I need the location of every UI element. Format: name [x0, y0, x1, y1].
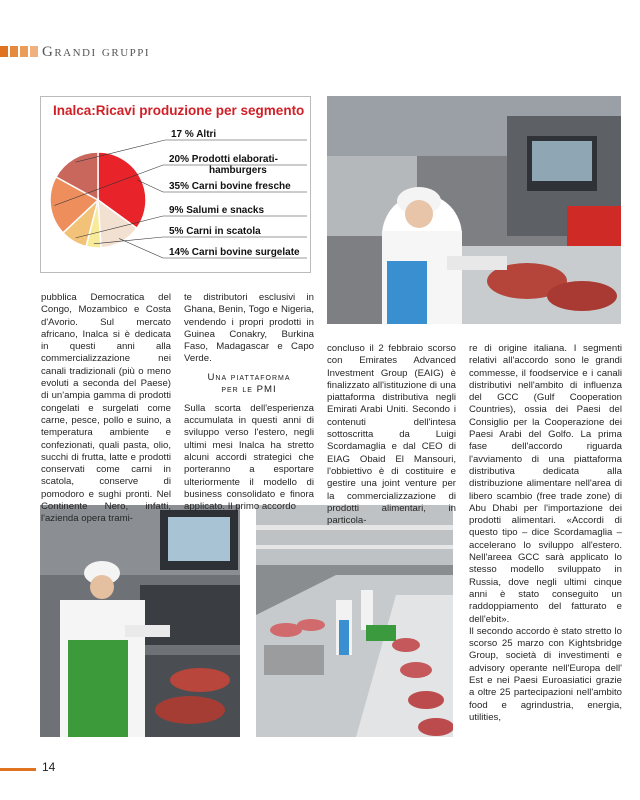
pie-chart-svg — [41, 97, 312, 274]
chart-title: Inalca:Ricavi produzione per segmento — [53, 103, 305, 118]
photo-worker-at-terminal — [40, 505, 240, 737]
header-accent-square — [20, 46, 28, 57]
pie-label: 14% Carni bovine surgelate — [169, 247, 300, 258]
article-column-3: concluso il 2 febbraio scorso con Emirates Advanced Investment Group (EAIG) è finalizzato all'istituzione di una piattaforma distributiva negli Emirati Arabi Uniti. Secondo i contenuti dell'intesa sottoscritta da Luigi Scordamaglia e dal CEO di EIAG Obaid El Mansouri, l'obbiettivo è di costituire e gestire una joint venture per la commercializzazione di prodotti alimentari, in particola- — [327, 343, 456, 527]
pie-label: 9% Salumi e snacks — [169, 205, 265, 216]
section-title: Grandi gruppi — [42, 44, 151, 60]
header-accent-square — [0, 46, 8, 57]
pie-label: 5% Carni in scatola — [169, 226, 261, 237]
pie-label: 35% Carni bovine fresche — [169, 181, 291, 192]
page-header — [0, 44, 640, 60]
pie-chart — [40, 96, 311, 273]
pie-label: 17 % Altri — [171, 129, 217, 140]
footer-accent-bar — [0, 768, 36, 771]
photo-production-line — [256, 505, 453, 737]
subheading: Una piattaforma per le PMI — [207, 371, 291, 396]
header-accent-square — [10, 46, 18, 57]
page-number: 14 — [42, 760, 56, 774]
article-column-2-body: Sulla scorta dell'esperienza accumulata in questi anni di sviluppo verso l'estero, negli ultimi mesi Inalca ha stretto alcuni accordi strategici che porteranno a esportare ulteriormente il modello di business consolidato e finora applicato. Il primo accordo — [184, 402, 314, 513]
pie-label: 20% Prodotti elaborati-hamburgers — [169, 154, 278, 176]
article-column-2 — [184, 292, 314, 513]
article-column-1: pubblica Democratica del Congo, Mozambico e Costa d'Avorio. Sul mercato africano, Inalca si è dedicata in questi anni alla commercializzazione nei canali tradizionali (più o meno evoluti a seconda del Paese) di un'ampia gamma di prodotti congelati e surgelati come carne, pesce, pollo e suino, a temperatura ambiente e confezionati, quali pasta, olio, succhi di frutta, latte e prodotti conservati come carni in scatola, conserve di pomodoro e sughi pronti. Nel Continente Nero, infatti, l'azienda opera trami- — [41, 292, 171, 525]
photo-worker-at-scale — [327, 96, 621, 324]
header-accent-square — [30, 46, 38, 57]
article-column-4: re di origine italiana. I segmenti relativi all'accordo sono le grandi commesse, il foodservice e i canali distributivi nell'ambito di influenza del GCC (Gulf Cooperation Countries), ossia dei Paesi del Consiglio per la Cooperazione dei Paesi Arabi del Golfo. La prima fase dell'accordo riguarda l'avviamento di una piattaforma distributiva dedicata alla distribuzione alimentare nell'area di libero scambio (free trade zone) di Abu Dhabi per l'importazione dei prodotti alimentari. «Accordi di questo tipo – dice Scordamaglia – accelerano lo sviluppo all'estero. Nell'areea GCC sarà applicato lo stesso modello sviluppato in Russia, dove negli ultimi cinque anni è stato conseguito un raddoppiamento del fatturato e dell'ebit». Il secondo accordo è stato stretto lo scorso 25 marzo con Kightsbridge Group, società di investimenti e advisory operante nell'Europa dell' Est e nei Paesi Euroasiatici grazie a oltre 25 partecipazioni nell'ambito food e agrindustria, energia, utilities, — [469, 343, 622, 723]
article-column-2-top: te distributori esclusivi in Ghana, Benin, Togo e Nigeria, vendendo i propri prodotti in Guinea Conakry, Burkina Faso, Madagascar e Capo Verde. — [184, 292, 314, 365]
